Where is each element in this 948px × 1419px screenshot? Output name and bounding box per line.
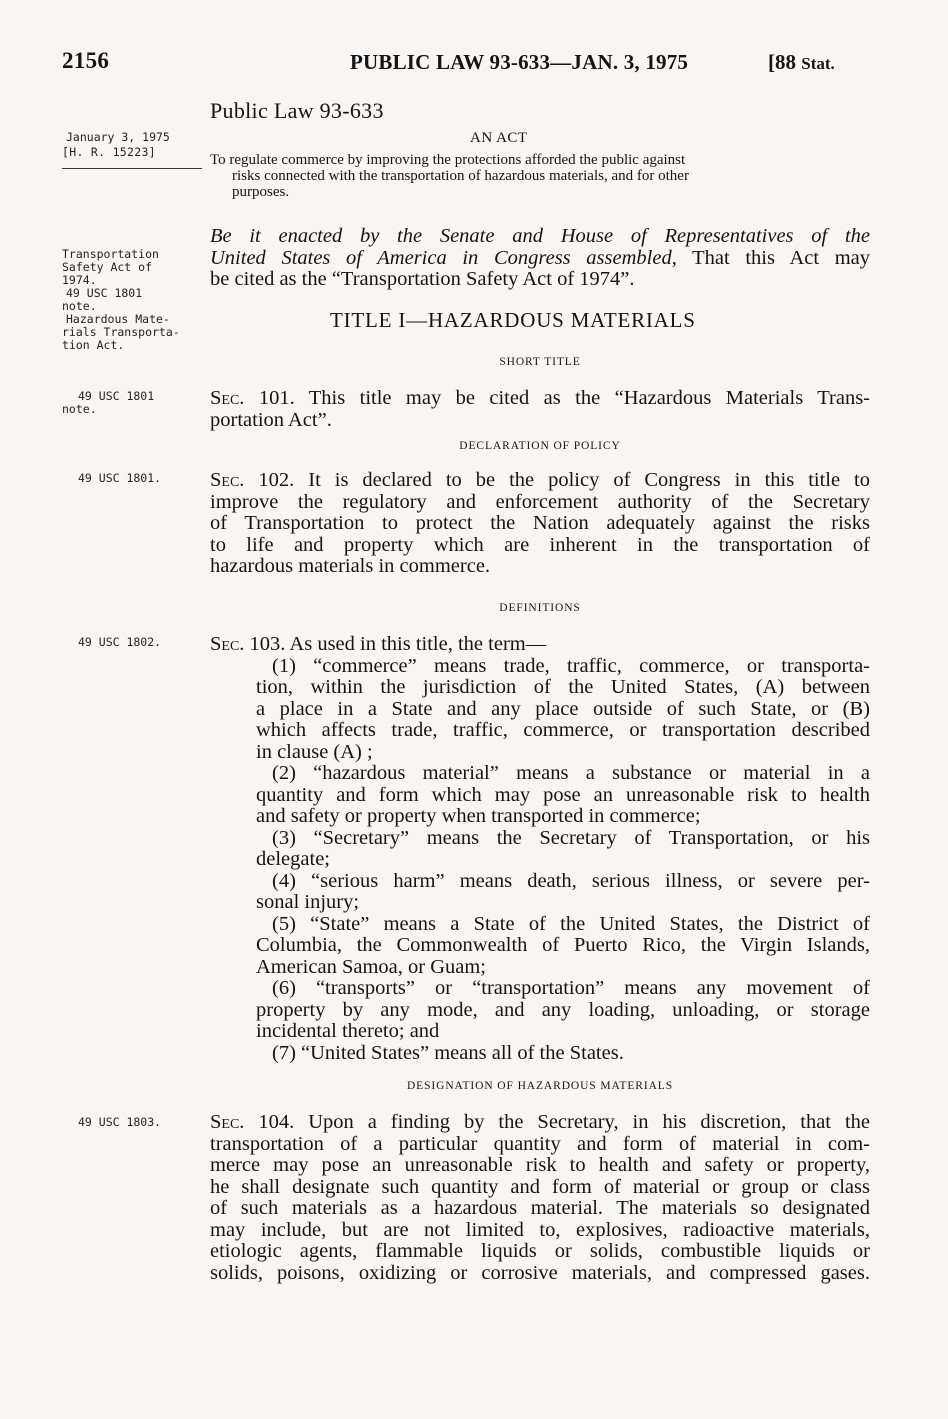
section-line: of such materials as a hazardous material. The materials so designated [210, 1197, 870, 1219]
definition-line: and safety or property when transported in commerce; [256, 805, 701, 827]
heading-definitions: DEFINITIONS [499, 602, 581, 614]
definition-line: which affects trade, traffic, commerce, or transportation described [256, 719, 870, 741]
section-line [210, 470, 870, 492]
section-104 [210, 1112, 870, 1284]
margin-bill-number: [H. R. 15223] [62, 145, 156, 159]
section-line: transportation of a particular quantity and form of material in com- [210, 1132, 870, 1155]
definition-line: incidental thereto; and [256, 1020, 440, 1042]
definition-line: (4) “serious harm” means death, serious illness, or severe per- [272, 869, 870, 892]
enacting-italic-2: United States of America in Congress assembled [210, 246, 672, 269]
heading-declaration: DECLARATION OF POLICY [459, 440, 621, 452]
running-head: PUBLIC LAW 93-633—JAN. 3, 1975 [350, 50, 689, 74]
purpose-line: To regulate commerce by improving the protections afforded the public against [210, 152, 686, 168]
section-line: merce may pose an unreasonable risk to health and safety or property, [210, 1154, 870, 1176]
title-heading: TITLE I—HAZARDOUS MATERIALS [330, 308, 696, 332]
margin-line: 49 USC 1801 [66, 286, 143, 300]
margin-note-sec-101 [62, 390, 154, 416]
page-number: 2156 [62, 48, 110, 73]
section-line [210, 634, 870, 656]
section-label: Sec. 104. [210, 1111, 295, 1133]
statute-reference [768, 50, 835, 75]
act-heading: AN ACT [470, 130, 528, 146]
definition-line: delegate; [256, 848, 330, 870]
definition-line: a place in a State and any place outside of such State, or (B) [256, 697, 870, 720]
section-101 [210, 388, 870, 431]
section-line: etiologic agents, flammable liquids or solids, combustible liquids or [210, 1240, 870, 1262]
margin-line: note. [62, 402, 97, 416]
purpose-line: purposes. [232, 184, 290, 200]
enacting-clause [210, 226, 870, 291]
enacting-italic-1: Be it enacted by the Senate and House of Representatives of the [210, 225, 870, 247]
section-text: It is declared to be the policy of Congress in this title to [308, 469, 871, 491]
section-label: Sec. 102. [210, 469, 295, 491]
margin-line: tion Act. [62, 338, 125, 352]
act-purpose [210, 152, 870, 200]
enacting-line: be cited as the “Transportation Safety Act of 1974”. [210, 268, 635, 290]
section-line: may include, but are not limited to, explosives, radioactive materials, [210, 1218, 870, 1241]
stat-label: Stat. [801, 54, 835, 73]
margin-line: Transportation [62, 247, 159, 261]
section-text: Upon a finding by the Secretary, in his discretion, that the [308, 1111, 870, 1133]
definition-line: property by any mode, and any loading, unloading, or storage [256, 998, 870, 1021]
enacting-line [210, 226, 870, 248]
section-103 [210, 634, 870, 1064]
definition-line: (6) “transports” or “transportation” means any movement of [272, 977, 870, 999]
definition-line: sonal injury; [256, 891, 360, 913]
heading-designation: DESIGNATION OF HAZARDOUS MATERIALS [406, 1080, 674, 1092]
definition-line: quantity and form which may pose an unreasonable risk to health [256, 783, 870, 806]
definition-line: American Samoa, or Guam; [256, 955, 486, 978]
section-text: As used in this title, the term— [289, 633, 547, 655]
section-line: hazardous materials in commerce. [210, 555, 491, 577]
margin-line: note. [62, 299, 97, 313]
section-line: of Transportation to protect the Nation adequately against the risks [210, 512, 870, 534]
section-102 [210, 470, 870, 578]
definition-line: (3) “Secretary” means the Secretary of Transportation, or his [272, 826, 870, 849]
margin-date: January 3, 1975 [66, 130, 170, 144]
section-line [210, 388, 870, 410]
section-line [210, 1112, 870, 1134]
section-label: Sec. 103. [210, 633, 286, 655]
definition-line: (1) “commerce” means trade, traffic, commerce, or transporta- [272, 654, 870, 677]
margin-line: 1974. [62, 273, 97, 287]
definition-line: (7) “United States” means all of the States. [272, 1041, 624, 1064]
stat-prefix: [88 [768, 50, 802, 74]
definition-line: in clause (A) ; [256, 740, 373, 763]
margin-line: 49 USC 1801 [78, 389, 155, 403]
section-line: solids, poisons, oxidizing or corrosive materials, and compressed gases. [210, 1261, 870, 1284]
margin-note-sec-102: 49 USC 1801. [78, 471, 162, 485]
margin-rule [62, 168, 202, 169]
margin-line: rials Transporta- [62, 325, 180, 339]
heading-short-title: SHORT TITLE [499, 356, 581, 368]
definition-line: (5) “State” means a State of the United States, the District of [272, 912, 870, 935]
margin-line: Hazardous Mate- [66, 312, 170, 326]
section-line: portation Act”. [210, 408, 332, 431]
definition-line: tion, within the jurisdiction of the United States, (A) between [256, 676, 870, 698]
public-law-number: Public Law 93-633 [210, 98, 384, 123]
margin-line: Safety Act of [62, 260, 153, 274]
section-label: Sec. 101. [210, 387, 295, 409]
enacting-line [210, 248, 870, 270]
enacting-rest-2: , That this Act may [671, 246, 870, 269]
section-line: to life and property which are inherent in the transportation of [210, 533, 870, 556]
purpose-line: risks connected with the transportation of hazardous materials, and for other [232, 168, 689, 184]
definition-line: Columbia, the Commonwealth of Puerto Rico, the Virgin Islands, [256, 934, 870, 956]
section-line: he shall designate such quantity and form of material or group or class [210, 1175, 870, 1198]
section-text: This title may be cited as the “Hazardous Materials Trans- [308, 387, 870, 409]
definition-line: (2) “hazardous material” means a substance or material in a [272, 762, 870, 784]
margin-note-short-title [62, 248, 180, 352]
margin-note-sec-104: 49 USC 1803. [78, 1115, 162, 1129]
section-line: improve the regulatory and enforcement authority of the Secretary [210, 490, 870, 513]
margin-note-sec-103: 49 USC 1802. [78, 635, 162, 649]
